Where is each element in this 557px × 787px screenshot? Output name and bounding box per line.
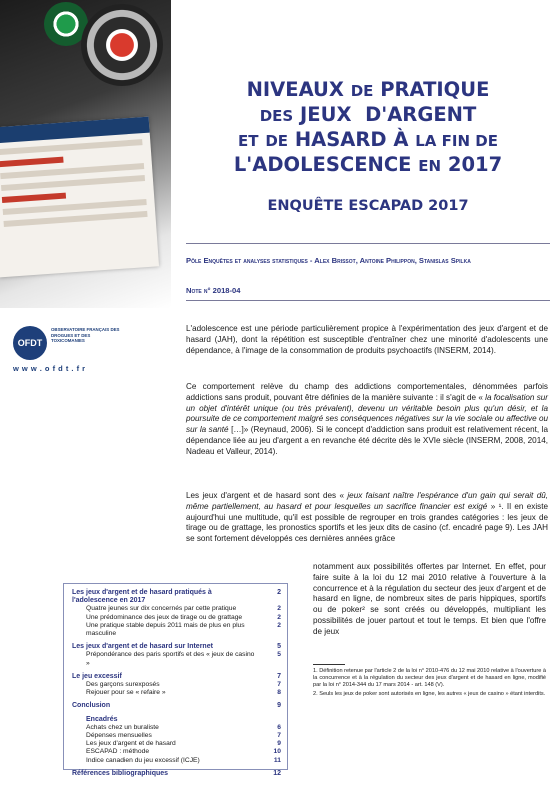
toc-subentry <box>72 732 287 740</box>
ofdt-logo-text: OBSERVATOIRE FRANÇAIS DES DROGUES ET DES TOXICOMANIES <box>51 327 120 344</box>
paragraph-addictions: Ce comportement relève du champ des addictions comportementales, dénommées parfois addictions sans produit, pouvant être définies de la manière suivante : il s'agit de « la focalisation sur un objet d'intérêt unique (ou très prévalent), devenu un véritable besoin plus qu'un désir, et la poursuite de ce comportement malgré ses conséquences négatives sur la vie sociale ou affective ou sur la santé […]» (Reynaud, 2006). Si le concept d'addiction sans produit est relativement récent, la dépendance liée au jeu d'argent a en revanche été décrite dès le XVIe siècle (INSERM, 2008, 2014, Nadeau et Valleur, 2014). <box>186 382 549 456</box>
toc-label: Une prédominance des jeux de tirage ou de grattage <box>86 613 243 621</box>
toc-page-number: 7 <box>277 681 281 689</box>
toc-page-number: 8 <box>277 689 281 697</box>
toc-page-number: 5 <box>277 651 281 659</box>
toc-label: Dépenses mensuelles <box>86 732 152 740</box>
laptop-screen-image <box>0 117 159 278</box>
toc-label: Le jeu excessif <box>72 672 122 680</box>
toc-page-number: 12 <box>273 769 281 777</box>
toc-subentry <box>72 681 287 689</box>
toc-page-number: 5 <box>277 643 281 651</box>
document-title <box>188 78 548 178</box>
toc-page-number: 9 <box>277 740 281 748</box>
toc-label: Les jeux d'argent et de hasard <box>86 740 176 748</box>
title-line-4: L'ADOLESCENCE EN 2017 <box>233 153 503 176</box>
toc-subentry <box>72 622 287 638</box>
title-line-1: NIVEAUX DE PRATIQUE <box>246 78 490 101</box>
toc-page-number: 2 <box>277 621 281 629</box>
toc-subentry <box>72 724 287 732</box>
toc-subentry <box>72 748 287 756</box>
toc-label: Quatre jeunes sur dix concernés par cette pratique <box>86 605 237 613</box>
toc-label: Encadrés <box>86 715 118 723</box>
toc-page-number: 9 <box>277 702 281 710</box>
toc-page-number: 2 <box>277 589 281 596</box>
footnote-1: 1. Définition retenue par l'article 2 de la loi n° 2010-476 du 12 mai 2010 relative à l'ouverture à la concurrence et à la régulation du secteur des jeux d'argent et de hasard en ligne, modifié par la loi n° 2014-344 du 17 mars 2014 - art. 148 (V). <box>313 668 546 689</box>
toc-subentry <box>72 689 287 697</box>
toc-subentry <box>72 651 287 667</box>
toc-subentry <box>72 757 287 765</box>
toc-heading <box>72 643 287 651</box>
toc-page-number: 7 <box>277 732 281 740</box>
footnote-2: 2. Seuls les jeux de poker sont autorisés en ligne, les autres « jeux de casino » étant interdits. <box>313 690 546 697</box>
toc-page-number: 2 <box>277 605 281 613</box>
toc-label: Des garçons surexposés <box>86 681 160 689</box>
toc-page-number: 10 <box>273 748 281 756</box>
toc-heading <box>72 702 287 710</box>
toc-heading <box>72 716 287 724</box>
roulette-chip-icon <box>81 4 163 86</box>
toc-heading <box>72 770 287 778</box>
toc-label: Références bibliographiques <box>72 769 169 777</box>
table-of-contents <box>63 583 288 777</box>
divider <box>186 300 550 301</box>
footnote-rule <box>313 664 345 665</box>
document-subtitle: ENQUÊTE ESCAPAD 2017 <box>267 198 469 214</box>
note-number: Note n° 2018-04 <box>186 286 241 295</box>
toc-label: Prépondérance des paris sportifs et des « jeux de casino » <box>86 651 255 667</box>
toc-label: ESCAPAD : méthode <box>86 748 150 756</box>
paragraph-jah-definition: Les jeux d'argent et de hasard sont des « jeux faisant naître l'espérance d'un gain qui serait dû, même partiellement, au hasard et pour lesquelles un sacrifice financier est exigé » ¹. Il en existe aujourd'hui une multitude, qu'il est possible de regrouper en trois grandes catégories : les jeux de tirage ou de grattage, les pronostics sportifs et les jeux dits de casino (cf. encadré page 9). Les JAH se sont fortement développés ces dernières années grâce <box>186 491 549 544</box>
toc-label: Indice canadien du jeu excessif (ICJE) <box>86 756 200 764</box>
toc-label: Achats chez un buraliste <box>86 723 159 731</box>
toc-subentry <box>72 614 287 622</box>
toc-subentry <box>72 605 287 613</box>
title-line-2: DES JEUX D'ARGENT <box>259 103 477 126</box>
paragraph-intro: L'adolescence est une période particulièrement propice à l'expérimentation des jeux d'argent et de hasard (JAH), dont la répétition est susceptible d'entraîner chez une minorité d'adolescents une dépendance, à l'image de la consommation de produits psychoactifs (INSERM, 2014). <box>186 324 548 355</box>
toc-page-number: 11 <box>273 756 281 764</box>
toc-page-number: 2 <box>277 613 281 621</box>
ofdt-logo-mark: OFDT <box>13 326 47 360</box>
ofdt-logo-url: w w w . o f d t . f r <box>13 364 86 373</box>
paragraph-internet: notamment aux possibilités offertes par Internet. En effet, pour faire suite à la loi du 12 mai 2010 relative à l'ouverture à la concurrence et à la régulation du secteur des jeux d'argent et de hasard en ligne, de nombreux sites de paris hippiques, sportifs ou de poker² se sont créés ou développés, multipliant les possibilités de jouer partout et tout le temps. Et bien que l'offre de jeux <box>313 562 546 636</box>
toc-page-number: 7 <box>277 672 281 680</box>
toc-label: Conclusion <box>72 702 111 710</box>
toc-label: Une pratique stable depuis 2011 mais de plus en plus masculine <box>86 621 245 638</box>
authors-line: Pôle Enquêtes et analyses statistiques - Alex Brissot, Antoine Philippon, Stanislas Spilka <box>186 256 471 265</box>
toc-label: Les jeux d'argent et de hasard sur Internet <box>72 643 213 651</box>
toc-heading <box>72 673 287 681</box>
toc-subentry <box>72 740 287 748</box>
toc-heading <box>72 589 287 605</box>
title-line-3: ET DE HASARD À LA FIN DE <box>238 128 498 151</box>
footnotes <box>313 668 546 698</box>
toc-label: Rejouer pour se « refaire » <box>86 689 166 697</box>
toc-page-number: 6 <box>277 723 281 731</box>
cover-photo <box>0 0 171 308</box>
divider <box>186 243 550 244</box>
toc-label: Les jeux d'argent et de hasard pratiqués à l'adolescence en 2017 <box>72 589 212 605</box>
